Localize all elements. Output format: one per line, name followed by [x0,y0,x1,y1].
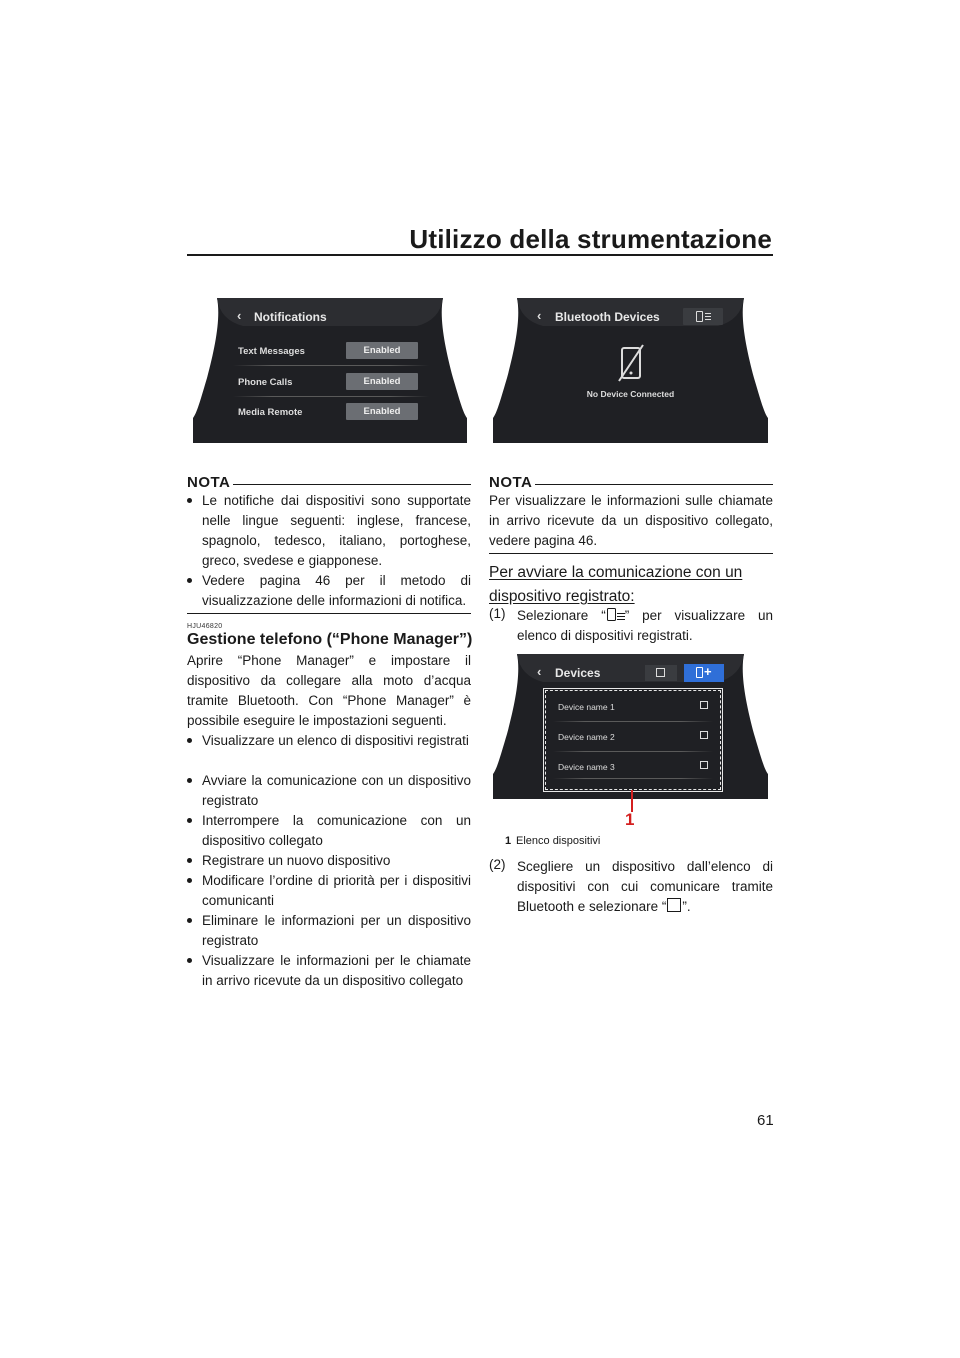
nota-bullet: Le notifiche dai dispositivi sono supportate nelle lingue seguenti: inglese, francese, spagnolo, tedesco, italiano, portoghese, greco, svedese e giapponese. [187,491,471,571]
feature-bullet: Registrare un nuovo dispositivo [187,851,471,871]
devices-screen [493,654,768,799]
no-phone-icon [616,344,646,382]
notifications-screen [193,298,467,443]
add-device-button[interactable] [684,664,724,682]
device-1-checkbox[interactable] [700,701,708,709]
row-divider [553,751,713,752]
phone-icon [607,608,616,621]
caption-number: 1 [505,835,512,847]
row-phone-calls-label: Phone Calls [238,377,293,388]
devices-title: Devices [555,666,601,680]
bluetooth-devices-title: Bluetooth Devices [555,310,660,324]
row-divider [553,721,713,722]
step-2-text: Scegliere un dispositivo dall’elenco di dispositivi con cui comunicare tramite Bluetooth e selezionare “ ”. [517,859,773,914]
nota-end-rule-left [187,613,471,614]
feature-bullet: Interrompere la comunicazione con un dispositivo collegato [187,811,471,851]
plus-icon: + [704,664,712,679]
feature-bullet: Modificare l’ordine di priorità per i dispositivi comunicanti [187,871,471,911]
square-icon [667,898,681,912]
feature-bullet: Eliminare le informazioni per un dispositivo registrato [187,911,471,951]
edit-icon [656,668,665,677]
caption-text: Elenco dispositivi [516,835,601,847]
nota-end-rule-right [489,553,773,554]
text-messages-enabled-button[interactable]: Enabled [346,342,418,359]
device-3-checkbox[interactable] [700,761,708,769]
feature-bullet: Visualizzare le informazioni per le chiamate in arrivo ricevute da un dispositivo collegato [187,951,471,1011]
back-icon[interactable]: ‹ [237,308,242,323]
device-list-icon[interactable] [683,308,723,325]
section-code: HJU46820 [187,623,223,630]
back-icon[interactable]: ‹ [537,308,542,323]
nota-rule-left [233,484,471,485]
step-number: (2) [489,857,506,872]
procedure-subheading: Per avviare la comunicazione con un dispositivo registrato: [489,564,743,605]
nota-heading-right: NOTA [489,474,533,491]
step-number: (1) [489,606,506,621]
row-divider [233,365,429,366]
no-device-message: No Device Connected [586,389,675,399]
nota-bullet: Vedere pagina 46 per il metodo di visualizzazione delle informazioni di notifica. [187,571,471,611]
back-icon[interactable]: ‹ [537,664,542,679]
feature-bullet: Avviare la comunicazione con un dispositivo registrato [187,771,471,811]
phone-icon [696,667,703,678]
nota-heading-left: NOTA [187,474,231,491]
row-text-messages-label: Text Messages [238,346,305,357]
section-intro: Aprire “Phone Manager” e impostare il dispositivo da collegare alla moto d’acqua tramite Bluetooth. Con “Phone Manager” è possibile eseguire le impostazioni seguenti. [187,653,471,728]
section-title: Gestione telefono (“Phone Manager”) [187,631,473,648]
nota-rule-right [535,484,773,485]
media-remote-enabled-button[interactable]: Enabled [346,403,418,420]
row-media-remote-label: Media Remote [238,407,303,418]
edit-button[interactable] [645,665,677,681]
callout-line [631,790,633,812]
title-rule [187,254,773,256]
bluetooth-devices-screen [493,298,768,443]
step-1-text: Selezionare “ ” per visualizzare un elenco di dispositivi registrati. [517,608,774,643]
list-icon [617,612,625,620]
feature-bullet: Visualizzare un elenco di dispositivi registrati [187,731,471,771]
row-divider [553,778,713,779]
notifications-title: Notifications [254,310,327,324]
screen-frame-shape [193,298,467,443]
page-number: 61 [757,1112,774,1129]
device-2-checkbox[interactable] [700,731,708,739]
device-item-1[interactable]: Device name 1 [558,702,615,712]
nota-text-right: Per visualizzare le informazioni sulle chiamate in arrivo ricevute da un dispositivo collegato, vedere pagina 46. [489,493,773,548]
row-divider [233,396,429,397]
device-item-2[interactable]: Device name 2 [558,732,615,742]
callout-number: 1 [625,810,635,829]
device-item-3[interactable]: Device name 3 [558,762,615,772]
page-title: Utilizzo della strumentazione [409,224,772,254]
phone-calls-enabled-button[interactable]: Enabled [346,373,418,390]
